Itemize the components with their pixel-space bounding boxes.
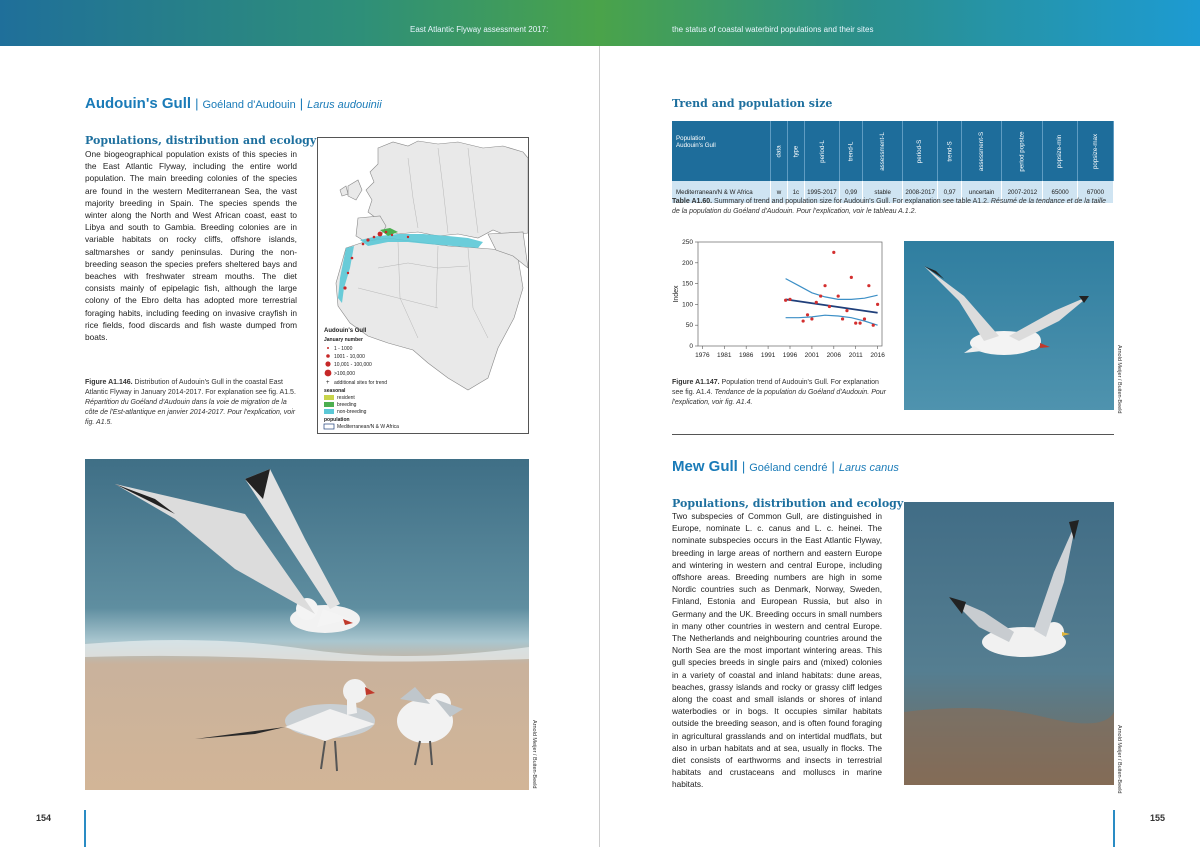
legend-pop-title: population — [324, 417, 350, 423]
legend-size-2: 1001 - 10,000 — [334, 354, 365, 360]
table-header-cell: trend-L — [839, 121, 863, 181]
species-title-audouin: Audouin's Gull | Goéland d'Audouin | Larus audouinii — [85, 95, 382, 112]
legend-size-4: >100,000 — [334, 371, 355, 377]
x-tick-label: 1976 — [695, 352, 710, 359]
x-tick-label: 1981 — [717, 352, 732, 359]
data-point — [806, 313, 809, 316]
page-number-left: 154 — [36, 813, 52, 823]
figure-label: Figure A1.146. — [85, 379, 133, 386]
y-tick-label: 0 — [689, 343, 693, 350]
data-point — [819, 294, 822, 297]
table-header-cell: assessment-L — [863, 121, 903, 181]
data-point — [828, 305, 831, 308]
x-tick-label: 2016 — [870, 352, 885, 359]
trend-chart — [672, 236, 890, 364]
data-point — [858, 322, 861, 325]
y-axis-label: Index — [673, 285, 680, 303]
table-cell: stable — [863, 181, 903, 203]
y-tick-label: 50 — [685, 322, 693, 330]
table-cell: 65000 — [1043, 181, 1077, 203]
table-header-cell: type — [787, 121, 804, 181]
table-cell: uncertain — [962, 181, 1002, 203]
table-header-row — [672, 121, 1114, 181]
section-divider — [672, 434, 1114, 435]
figure2-caption-fr: Tendance de la population du Goéland d'Audouin. Pour l'explication, voir fig. A1.4. — [672, 389, 886, 406]
table-cell: 0,97 — [938, 181, 962, 203]
title2-english: Mew Gull — [672, 458, 738, 475]
species-title-mew-gull: Mew Gull | Goéland cendré | Larus canus — [672, 458, 899, 475]
data-point — [872, 324, 875, 327]
mew-gull-body-text: Two subspecies of Common Gull, are distinguished in Europe, nominate L. c. canus and L. c. heinei. The nominate subspecies occurs in the East Atlantic Flyway, breeding in large areas of northern and eastern Europe and wintering in western and central Europe, including offshore areas. Breeding numbers are high in some Nordic countries such as Denmark, Norway, Sweden, Finland, Estonia and European Russia, but also in Germany and the UK. Breeding occurs in small numbers in many other countries in western and central Europe. The Netherlands and neighbouring countries around the North Sea are the most important wintering areas. This gull species breeds in single pairs and (mixed) colonies in a variety of coastal and inland habitats: dune areas, beaches, grassy islands and rocky or grassy cliff ledges along the coast and small islands or shores of inland waterbodies or in bogs. It occupies similar habitats outside the breeding season, and is often found foraging in agricultural grasslands and on intertidal mudflats, but also in urban habitats and at sea, usually in flocks. The diet consists of earthworms and insects in terrestrial habitats and crustaceans and molluscs in marine habitats. — [672, 511, 882, 790]
page-rule-right — [1113, 810, 1115, 847]
table-label: Table A1.60. — [672, 198, 713, 205]
map-legend-jan-title: January number — [324, 337, 363, 343]
x-tick-label: 1996 — [782, 352, 798, 359]
map-legend-title: Audouin's Gull — [324, 328, 367, 334]
figure2-caption-en: Population trend of Audouin's Gull. For explanation see fig. A1.4. — [672, 379, 879, 396]
page-rule-left — [84, 810, 86, 847]
data-point — [837, 294, 840, 297]
gull-photo-graphic — [85, 459, 529, 790]
figure2-label: Figure A1.147. — [672, 379, 720, 386]
data-point — [841, 317, 844, 320]
y-tick-label: 200 — [682, 259, 693, 267]
figure-caption-map — [85, 378, 297, 428]
trend-heading: Trend and population size — [672, 97, 833, 110]
photo-audouins-gulls — [85, 459, 529, 790]
x-tick-label: 1986 — [738, 352, 754, 359]
legend-resident: resident — [337, 395, 355, 401]
legend-extra-sites: additional sites for trend — [334, 380, 388, 386]
table-header-cell: period popsize — [1002, 121, 1043, 181]
x-tick-label: 1991 — [760, 352, 776, 359]
section-heading: Populations, distribution and ecology — [85, 134, 317, 147]
section2-heading: Populations, distribution and ecology — [672, 497, 904, 510]
legend-size-1: 1 - 1000 — [334, 346, 353, 352]
table-caption — [672, 197, 1114, 217]
mew-gull-graphic — [904, 502, 1114, 785]
photo-credit-left: Arnold Meijer / Buiten-Beeld — [531, 720, 537, 789]
data-point — [876, 303, 879, 306]
header-pop-label: Population — [676, 135, 706, 142]
data-point — [867, 284, 870, 287]
table-cell: 67000 — [1077, 181, 1113, 203]
table-header-cell: assessment-S — [962, 121, 1002, 181]
x-tick-label: 2011 — [848, 352, 863, 359]
table-header-cell: popsize-max — [1077, 121, 1113, 181]
photo-credit-right-2: Arnold Meijer / Buiten-Beeld — [1116, 725, 1122, 794]
chart-axes — [695, 242, 882, 349]
species-body-text: One biogeographical population exists of this species in the East Atlantic Flyway, including the entire world population. The main breeding colonies of the species are found in the western Mediterranean Sea, the vast majority breeding in Spain. The species spends the winter along the North and West African coast, east to Libya and south to Gambia. Breeding colonies are in variable habitats on rocky cliffs, offshore islands, saltmarshes or sandy peninsulas. During the non-breeding season the species prefers sheltered bays and beaches with freshwater stream mouths. The diet consists mainly of epipelagic fish, although the large colony of the Ebro delta has adopted more terrestrial foraging habits, including feeding on invasive crayfish in rice fields, food discards and fish waste dumped from boats. — [85, 149, 297, 343]
legend-size-3: 10,001 - 100,000 — [334, 362, 372, 368]
page-gutter — [599, 46, 600, 847]
y-tick-label: 100 — [682, 301, 693, 309]
y-tick-label: 250 — [682, 239, 693, 246]
table-cell: 1c — [787, 181, 804, 203]
y-tick-label: 150 — [682, 280, 693, 288]
trend-table — [672, 121, 1114, 203]
x-tick-label: 2001 — [804, 352, 820, 359]
page-number-right: 155 — [1150, 813, 1166, 823]
table-header-cell: data — [770, 121, 787, 181]
map-graphic — [318, 138, 528, 433]
header-right-text: the status of coastal waterbird populations and their sites — [672, 25, 874, 34]
title2-french: Goéland cendré — [749, 462, 828, 474]
table-header-population — [672, 121, 770, 181]
table-caption-en: Summary of trend and population size for Audouin's Gull. For explanation see table A1.2. — [714, 198, 989, 205]
header-pop-species: Audouin's Gull — [676, 142, 716, 149]
title2-latin: Larus canus — [838, 462, 899, 474]
data-point — [823, 284, 826, 287]
table-cell: w — [770, 181, 787, 203]
title-french: Goéland d'Audouin — [202, 99, 296, 111]
table-cell: 2008-2017 — [902, 181, 937, 203]
data-point — [815, 301, 818, 304]
table-header-cell: period-L — [804, 121, 839, 181]
x-tick-label: 2006 — [826, 352, 842, 359]
data-point — [832, 251, 835, 254]
legend-breeding: breeding — [337, 402, 357, 408]
plot-frame — [698, 242, 882, 346]
svg-text:+: + — [326, 380, 330, 386]
flying-gull-graphic — [904, 241, 1114, 410]
figure-caption-trend — [672, 378, 887, 408]
header-left-text: East Atlantic Flyway assessment 2017: — [410, 25, 549, 34]
legend-seasonal-title: seasonal — [324, 388, 346, 394]
data-point — [802, 319, 805, 322]
photo-mew-gull — [904, 502, 1114, 785]
figure-caption-en: Distribution of Audouin's Gull in the coastal East Atlantic Flyway in January 2014-2017. For explanation see fig. A1.5. — [85, 379, 296, 396]
photo-credit-right-1: Arnold Meijer / Buiten-Beeld — [1116, 345, 1122, 414]
table-caption-fr: Résumé de la tendance et de la taille de la population du Goéland d'Audouin. Pour l'explication, voir le tableau A.1.2. — [672, 198, 1107, 215]
data-point — [784, 299, 787, 302]
table-header-cell: popsize-min — [1043, 121, 1077, 181]
data-point — [850, 276, 853, 279]
table-cell: 0,99 — [839, 181, 863, 203]
legend-non-breeding: non-breeding — [337, 409, 367, 415]
photo-audouins-gull-flight — [904, 241, 1114, 410]
table-header-cell: trend-S — [938, 121, 962, 181]
data-point — [854, 322, 857, 325]
table-cell: Mediterranean/N & W Africa — [672, 181, 770, 203]
page-header-band — [0, 0, 1200, 46]
table-cell: 2007-2012 — [1002, 181, 1043, 203]
data-point — [810, 317, 813, 320]
table-header-cell: period-S — [902, 121, 937, 181]
data-point — [788, 298, 791, 301]
table-cell: 1995-2017 — [804, 181, 839, 203]
data-point — [863, 317, 866, 320]
title-latin: Larus audouinii — [307, 99, 382, 111]
data-point — [845, 309, 848, 312]
figure-caption-fr: Répartition du Goéland d'Audouin dans la voie de migration de la côte de l'Est-atlantique en janvier 2014-2017. Pour l'explication, voir fig. A1.5. — [85, 399, 296, 426]
legend-population: Mediterranean/N & W Africa — [337, 424, 399, 430]
distribution-map — [317, 137, 529, 434]
title-english: Audouin's Gull — [85, 95, 192, 112]
